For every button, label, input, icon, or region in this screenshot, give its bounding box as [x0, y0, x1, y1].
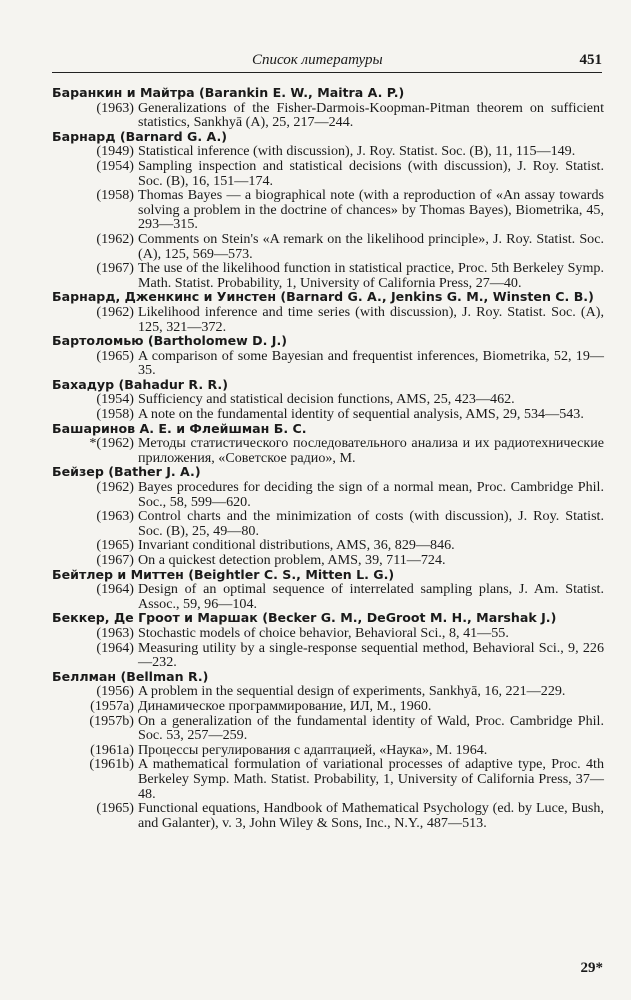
page-header: [52, 52, 602, 73]
reference-entry: [52, 714, 604, 743]
entry-year: (1967): [96, 260, 134, 277]
entry-year: (1965): [96, 800, 134, 817]
page-number: 451: [579, 52, 602, 68]
entry-text: Control charts and the minimization of costs (with discussion), J. Roy. Statist. Soc. (B), 25, 49—80.: [138, 508, 604, 539]
entry-text: Invariant conditional distributions, AMS, 36, 829—846.: [138, 537, 455, 554]
entry-year: (1957b): [89, 712, 134, 729]
entry-year: (1963): [96, 99, 134, 116]
reference-entry: [52, 626, 604, 641]
entry-text: Sufficiency and statistical decision functions, AMS, 25, 423—462.: [138, 391, 515, 408]
author-heading: Баранкин и Майтра (Barankin E. W., Maitra A. P.): [52, 85, 405, 100]
reference-block: [52, 130, 604, 291]
reference-entry: [52, 436, 604, 465]
entry-text: A comparison of some Bayesian and frequentist inferences, Biometrika, 52, 19—35.: [138, 347, 604, 379]
reference-block: [52, 378, 604, 422]
entry-year: (1965): [96, 537, 134, 554]
entry-year: (1961b): [89, 756, 134, 773]
entry-text: Design of an optimal sequence of interrelated sampling plans, J. Am. Statist. Assoc., 59, 96—104.: [138, 581, 604, 612]
entry-text: Functional equations, Handbook of Mathematical Psychology (ed. by Luce, Bush, and Galanter), v. 3, John Wiley & Sons, Inc., N.Y., 487—513.: [138, 800, 604, 831]
author-heading: Башаринов А. Е. и Флейшман Б. С.: [52, 420, 307, 436]
entry-year: (1958): [96, 406, 134, 423]
signature-mark: 29*: [580, 960, 603, 976]
entry-year: (1954): [96, 391, 134, 408]
entry-text: Comments on Stein's «A remark on the likelihood principle», J. Roy. Statist. Soc. (A), 125, 569—573.: [138, 230, 604, 262]
entry-text: Процессы регулирования с адаптацией, «Наука», М. 1964.: [138, 741, 488, 758]
entry-text: Generalizations of the Fisher-Darmois-Koopman-Pitman theorem on sufficient statistics, Sankhyā (A), 25, 217—244.: [138, 99, 604, 131]
reference-block: [52, 422, 604, 466]
entry-text: Sampling inspection and statistical decisions (with discussion), J. Roy. Statist. Soc. (B), 16, 151—174.: [138, 157, 604, 189]
entry-year: *(1962): [89, 435, 134, 452]
entry-text: A problem in the sequential design of experiments, Sankhyā, 16, 221—229.: [138, 683, 566, 700]
reference-block: [52, 86, 604, 130]
entry-year: (1965): [96, 347, 134, 364]
reference-entry: [52, 305, 604, 334]
entry-text: Likelihood inference and time series (with discussion), J. Roy. Statist. Soc. (A), 125, 321—372.: [138, 303, 604, 335]
reference-block: [52, 290, 604, 334]
reference-entry: [52, 743, 604, 758]
entry-year: (1954): [96, 157, 134, 174]
author-heading: Барнард (Barnard G. A.): [52, 128, 228, 144]
reference-block: [52, 611, 604, 669]
reference-entry: [52, 407, 604, 422]
reference-entry: [52, 684, 604, 699]
entry-year: (1956): [96, 683, 134, 700]
entry-text: On a generalization of the fundamental identity of Wald, Proc. Cambridge Phil. Soc. 53, 257—259.: [138, 712, 604, 744]
reference-entry: [52, 538, 604, 553]
entry-year: (1962): [96, 303, 134, 320]
reference-block: [52, 670, 604, 831]
entry-year: (1964): [96, 581, 134, 598]
entry-text: Stochastic models of choice behavior, Behavioral Sci., 8, 41—55.: [138, 624, 509, 641]
entry-text: A mathematical formulation of variational processes of adaptive type, Proc. 4th Berkeley Symp. Math. Statist. Probability, 1, University of California Press, 37—48.: [138, 756, 604, 802]
reference-entry: [52, 699, 604, 714]
reference-entry: [52, 101, 604, 130]
reference-entry: [52, 392, 604, 407]
author-heading: Бейтлер и Миттен (Beightler C. S., Mitten L. G.): [52, 566, 395, 582]
entry-text: Динамическое программирование, ИЛ, М., 1960.: [138, 697, 432, 714]
entry-text: Statistical inference (with discussion), J. Roy. Statist. Soc. (B), 11, 115—149.: [138, 143, 576, 160]
entry-year: (1962): [96, 230, 134, 247]
reference-entry: [52, 509, 604, 538]
entry-year: (1949): [96, 143, 134, 160]
entry-year: (1961a): [90, 741, 134, 758]
entry-text: The use of the likelihood function in statistical practice, Proc. 5th Berkeley Symp. Math. Statist. Probability, 1, University of California Press, 27—40.: [138, 260, 604, 291]
reference-entry: [52, 641, 604, 670]
reference-entry: [52, 582, 604, 611]
entry-text: Bayes procedures for deciding the sign of a normal mean, Proc. Cambridge Phil. Soc., 58, 599—620.: [138, 479, 604, 510]
reference-entry: [52, 480, 604, 509]
reference-block: [52, 568, 604, 612]
reference-entry: [52, 261, 604, 290]
entry-text: Measuring utility by a single-response sequential method, Behavioral Sci., 9, 226—232.: [138, 639, 604, 671]
author-heading: Бейзер (Bather J. A.): [52, 464, 201, 480]
reference-list: [52, 86, 604, 830]
entry-year: (1967): [96, 552, 134, 568]
reference-entry: [52, 159, 604, 188]
reference-block: [52, 465, 604, 567]
entry-text: Методы статистического последовательного анализа и их радиотехнические приложения, «Советское радио», М.: [138, 435, 604, 466]
entry-year: (1963): [96, 508, 134, 525]
reference-entry: [52, 232, 604, 261]
author-heading: Бартоломью (Bartholomew D. J.): [52, 333, 288, 349]
author-heading: Барнард, Дженкинс и Уинстен (Barnard G. A., Jenkins G. M., Winsten C. B.): [52, 289, 594, 305]
author-heading: Беккер, Де Гроот и Маршак (Becker G. M., DeGroot M. H., Marshak J.): [52, 610, 557, 626]
reference-entry: [52, 553, 604, 568]
entry-year: (1962): [96, 479, 134, 496]
reference-entry: [52, 757, 604, 801]
entry-year: (1963): [96, 624, 134, 641]
reference-block: [52, 334, 604, 378]
entry-year: (1964): [96, 639, 134, 656]
reference-entry: [52, 349, 604, 378]
author-heading: Беллман (Bellman R.): [52, 668, 209, 684]
running-title: Список литературы: [252, 52, 383, 68]
reference-entry: [52, 801, 604, 830]
entry-text: Thomas Bayes — a biographical note (with a reproduction of «An assay towards solving a problem in the doctrine of chances» by Thomas Bayes), Biometrika, 45, 293—315.: [138, 187, 604, 233]
entry-text: On a quickest detection problem, AMS, 39, 711—724.: [138, 552, 446, 568]
entry-year: (1958): [96, 187, 134, 204]
reference-entry: [52, 188, 604, 232]
entry-text: A note on the fundamental identity of sequential analysis, AMS, 29, 534—543.: [138, 406, 584, 423]
reference-entry: [52, 144, 604, 159]
author-heading: Бахадур (Bahadur R. R.): [52, 376, 228, 392]
entry-year: (1957a): [90, 697, 134, 714]
